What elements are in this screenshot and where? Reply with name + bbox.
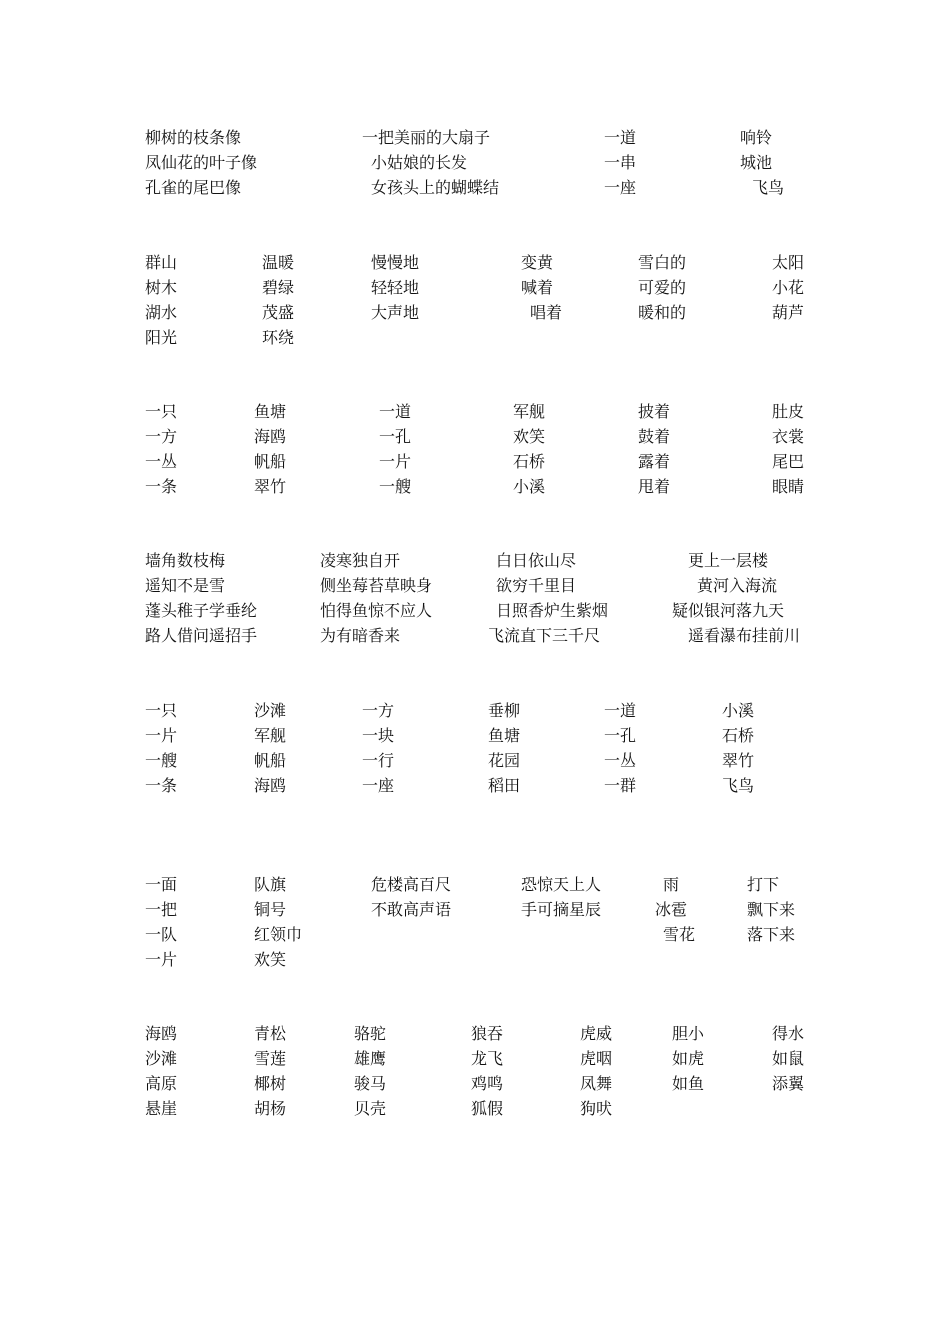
word-cell: 海鸥	[145, 1024, 178, 1043]
word-row	[0, 449, 950, 474]
word-cell: 湖水	[145, 303, 178, 322]
word-cell: 雪莲	[254, 1049, 287, 1068]
word-cell: 一条	[145, 477, 178, 496]
word-cell: 胡杨	[254, 1099, 287, 1118]
word-cell: 虎威	[580, 1024, 613, 1043]
word-cell: 军舰	[254, 726, 287, 745]
word-block-7	[0, 1021, 950, 1121]
word-cell: 一条	[145, 776, 178, 795]
word-cell: 为有暗香来	[320, 626, 401, 645]
word-cell: 露着	[638, 452, 671, 471]
word-cell: 一道	[604, 128, 637, 147]
word-cell: 狐假	[471, 1099, 504, 1118]
word-cell: 雨	[663, 875, 680, 894]
word-cell: 一座	[362, 776, 395, 795]
word-block-6	[0, 872, 950, 972]
word-cell: 沙滩	[145, 1049, 178, 1068]
word-cell: 如虎	[672, 1049, 705, 1068]
word-cell: 狗吠	[580, 1099, 613, 1118]
word-cell: 雪花	[663, 925, 696, 944]
word-cell: 树木	[145, 278, 178, 297]
word-cell: 小姑娘的长发	[371, 153, 468, 172]
word-cell: 白日依山尽	[496, 551, 577, 570]
word-cell: 狼吞	[471, 1024, 504, 1043]
word-row	[0, 125, 950, 150]
word-row	[0, 598, 950, 623]
word-cell: 石桥	[722, 726, 755, 745]
word-cell: 一孔	[604, 726, 637, 745]
word-cell: 军舰	[513, 402, 546, 421]
word-cell: 蓬头稚子学垂纶	[145, 601, 258, 620]
word-cell: 恐惊天上人	[521, 875, 602, 894]
word-cell: 椰树	[254, 1074, 287, 1093]
word-block-5	[0, 698, 950, 798]
word-cell: 一片	[379, 452, 412, 471]
word-cell: 一行	[362, 751, 395, 770]
word-cell: 环绕	[262, 328, 295, 347]
word-cell: 高原	[145, 1074, 178, 1093]
word-cell: 一方	[362, 701, 395, 720]
word-cell: 一片	[145, 726, 178, 745]
word-row	[0, 922, 950, 947]
word-cell: 凤仙花的叶子像	[145, 153, 258, 172]
word-cell: 贝壳	[354, 1099, 387, 1118]
word-cell: 唱着	[530, 303, 563, 322]
word-cell: 鱼塘	[488, 726, 521, 745]
word-cell: 欲穷千里目	[496, 576, 577, 595]
word-cell: 队旗	[254, 875, 287, 894]
word-cell: 胆小	[672, 1024, 705, 1043]
word-cell: 大声地	[371, 303, 420, 322]
word-cell: 雪白的	[638, 253, 687, 272]
word-cell: 一片	[145, 950, 178, 969]
word-cell: 一只	[145, 701, 178, 720]
word-cell: 如鱼	[672, 1074, 705, 1093]
word-cell: 飘下来	[747, 900, 796, 919]
word-cell: 衣裳	[772, 427, 805, 446]
word-row	[0, 474, 950, 499]
word-cell: 飞鸟	[752, 178, 785, 197]
word-block-4	[0, 548, 950, 648]
word-cell: 肚皮	[772, 402, 805, 421]
word-cell: 响铃	[740, 128, 773, 147]
word-block-1	[0, 125, 950, 200]
word-cell: 女孩头上的蝴蝶结	[371, 178, 500, 197]
word-cell: 柳树的枝条像	[145, 128, 242, 147]
word-cell: 更上一层楼	[688, 551, 769, 570]
word-row	[0, 175, 950, 200]
word-cell: 侧坐莓苔草映身	[320, 576, 433, 595]
word-cell: 一艘	[145, 751, 178, 770]
word-cell: 稻田	[488, 776, 521, 795]
word-cell: 群山	[145, 253, 178, 272]
word-cell: 飞鸟	[722, 776, 755, 795]
word-cell: 鱼塘	[254, 402, 287, 421]
word-cell: 一队	[145, 925, 178, 944]
word-row	[0, 424, 950, 449]
word-cell: 慢慢地	[371, 253, 420, 272]
word-cell: 帆船	[254, 452, 287, 471]
word-cell: 黄河入海流	[697, 576, 778, 595]
word-row	[0, 399, 950, 424]
word-cell: 悬崖	[145, 1099, 178, 1118]
word-cell: 沙滩	[254, 701, 287, 720]
word-cell: 一只	[145, 402, 178, 421]
word-row	[0, 947, 950, 972]
word-cell: 龙飞	[471, 1049, 504, 1068]
word-cell: 危楼高百尺	[371, 875, 452, 894]
word-cell: 一把美丽的大扇子	[362, 128, 491, 147]
word-cell: 花园	[488, 751, 521, 770]
word-row	[0, 573, 950, 598]
word-cell: 落下来	[747, 925, 796, 944]
word-cell: 变黄	[521, 253, 554, 272]
word-row	[0, 275, 950, 300]
word-cell: 太阳	[772, 253, 805, 272]
word-row	[0, 150, 950, 175]
word-block-2	[0, 250, 950, 350]
word-cell: 披着	[638, 402, 671, 421]
word-cell: 怕得鱼惊不应人	[320, 601, 433, 620]
word-cell: 眼睛	[772, 477, 805, 496]
word-row	[0, 773, 950, 798]
word-cell: 冰雹	[655, 900, 688, 919]
word-cell: 一道	[604, 701, 637, 720]
word-row	[0, 748, 950, 773]
word-row	[0, 623, 950, 648]
word-cell: 不敢高声语	[371, 900, 452, 919]
word-cell: 海鸥	[254, 427, 287, 446]
word-cell: 手可摘星辰	[521, 900, 602, 919]
word-cell: 疑似银河落九天	[672, 601, 785, 620]
word-row	[0, 1096, 950, 1121]
word-cell: 甩着	[638, 477, 671, 496]
word-row	[0, 897, 950, 922]
word-cell: 一面	[145, 875, 178, 894]
word-cell: 一艘	[379, 477, 412, 496]
word-cell: 欢笑	[513, 427, 546, 446]
word-cell: 喊着	[521, 278, 554, 297]
word-cell: 小溪	[513, 477, 546, 496]
word-cell: 凤舞	[580, 1074, 613, 1093]
word-row	[0, 300, 950, 325]
word-row	[0, 325, 950, 350]
word-block-3	[0, 399, 950, 499]
word-row	[0, 1046, 950, 1071]
word-cell: 遥看瀑布挂前川	[688, 626, 801, 645]
word-cell: 碧绿	[262, 278, 295, 297]
word-cell: 暖和的	[638, 303, 687, 322]
word-cell: 一孔	[379, 427, 412, 446]
word-cell: 鸡鸣	[471, 1074, 504, 1093]
word-cell: 欢笑	[254, 950, 287, 969]
word-cell: 小溪	[722, 701, 755, 720]
word-cell: 垂柳	[488, 701, 521, 720]
word-cell: 一群	[604, 776, 637, 795]
word-cell: 翠竹	[254, 477, 287, 496]
word-cell: 葫芦	[772, 303, 805, 322]
word-cell: 墙角数枝梅	[145, 551, 226, 570]
word-cell: 得水	[772, 1024, 805, 1043]
word-cell: 海鸥	[254, 776, 287, 795]
word-cell: 一丛	[145, 452, 178, 471]
word-row	[0, 698, 950, 723]
word-row	[0, 723, 950, 748]
word-row	[0, 1021, 950, 1046]
word-cell: 凌寒独自开	[320, 551, 401, 570]
word-cell: 鼓着	[638, 427, 671, 446]
word-cell: 铜号	[254, 900, 287, 919]
word-cell: 轻轻地	[371, 278, 420, 297]
word-row	[0, 548, 950, 573]
word-cell: 雄鹰	[354, 1049, 387, 1068]
word-cell: 红领巾	[254, 925, 303, 944]
word-cell: 一块	[362, 726, 395, 745]
word-cell: 帆船	[254, 751, 287, 770]
word-cell: 一丛	[604, 751, 637, 770]
word-cell: 一串	[604, 153, 637, 172]
word-cell: 骏马	[354, 1074, 387, 1093]
word-cell: 如鼠	[772, 1049, 805, 1068]
word-cell: 虎咽	[580, 1049, 613, 1068]
word-cell: 小花	[772, 278, 805, 297]
word-cell: 一座	[604, 178, 637, 197]
word-cell: 一方	[145, 427, 178, 446]
word-cell: 翠竹	[722, 751, 755, 770]
word-cell: 茂盛	[262, 303, 295, 322]
word-cell: 孔雀的尾巴像	[145, 178, 242, 197]
word-cell: 一道	[379, 402, 412, 421]
word-row	[0, 1071, 950, 1096]
word-cell: 阳光	[145, 328, 178, 347]
word-cell: 添翼	[772, 1074, 805, 1093]
word-cell: 遥知不是雪	[145, 576, 226, 595]
word-row	[0, 872, 950, 897]
word-cell: 石桥	[513, 452, 546, 471]
word-cell: 打下	[747, 875, 780, 894]
word-cell: 可爱的	[638, 278, 687, 297]
word-cell: 一把	[145, 900, 178, 919]
word-cell: 尾巴	[772, 452, 805, 471]
word-cell: 飞流直下三千尺	[488, 626, 601, 645]
word-cell: 青松	[254, 1024, 287, 1043]
word-cell: 日照香炉生紫烟	[496, 601, 609, 620]
word-cell: 温暖	[262, 253, 295, 272]
word-row	[0, 250, 950, 275]
word-cell: 骆驼	[354, 1024, 387, 1043]
word-cell: 路人借问遥招手	[145, 626, 258, 645]
word-cell: 城池	[740, 153, 773, 172]
